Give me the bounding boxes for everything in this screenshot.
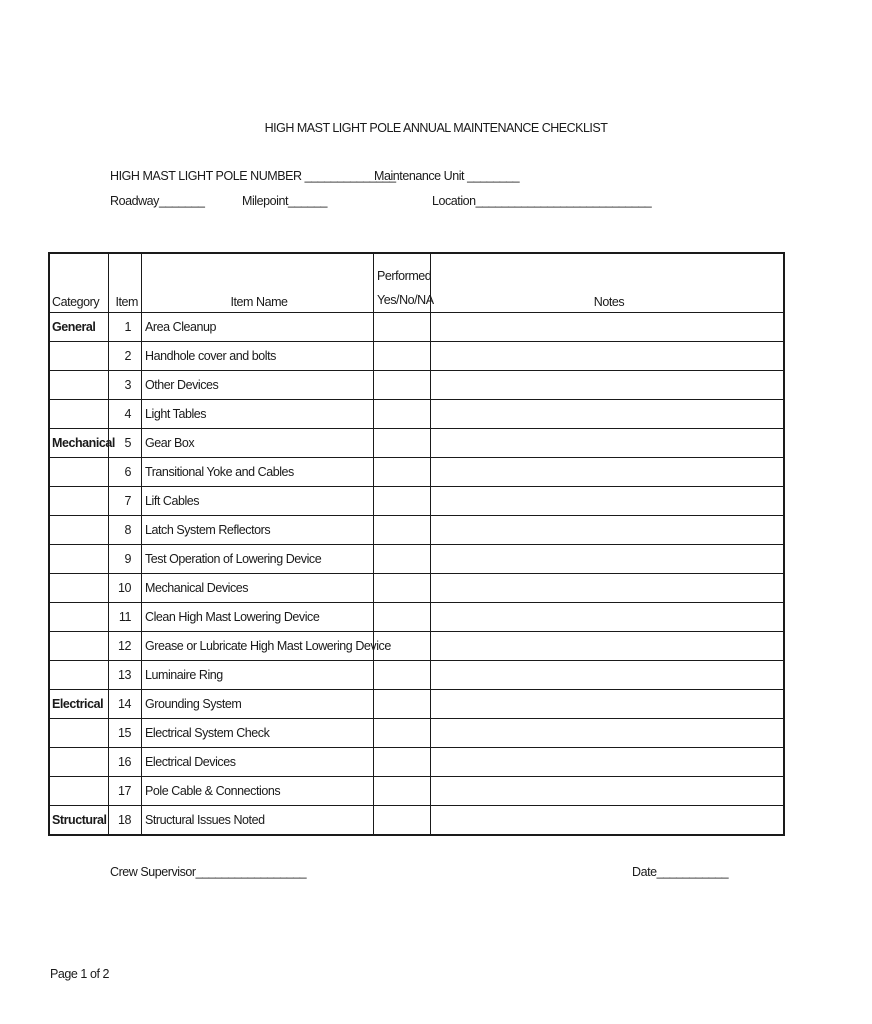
row-item-number: 2 — [109, 342, 142, 371]
row-performed-cell[interactable] — [374, 371, 431, 400]
row-notes-cell[interactable] — [431, 806, 785, 835]
row-item-number: 4 — [109, 400, 142, 429]
row-notes-cell[interactable] — [431, 748, 785, 777]
table-row — [49, 632, 785, 661]
header-performed: Performed Yes/No/NA — [374, 253, 431, 313]
row-item-number: 9 — [109, 545, 142, 574]
row-notes-cell[interactable] — [431, 661, 785, 690]
row-item-name: Latch System Reflectors — [142, 516, 374, 545]
row-performed-cell[interactable] — [374, 458, 431, 487]
row-performed-cell[interactable] — [374, 400, 431, 429]
milepoint-field: Milepoint______ — [242, 194, 327, 208]
row-notes-cell[interactable] — [431, 313, 785, 342]
row-item-number: 3 — [109, 371, 142, 400]
table-row — [49, 313, 785, 342]
row-notes-cell[interactable] — [431, 603, 785, 632]
location-field: Location___________________________ — [432, 194, 652, 208]
maintenance-unit-field: Maintenance Unit ________ — [374, 169, 520, 183]
table-row — [49, 574, 785, 603]
row-item-number: 18 — [109, 806, 142, 835]
row-item-number: 8 — [109, 516, 142, 545]
row-performed-cell[interactable] — [374, 806, 431, 835]
header-category: Category — [49, 253, 109, 313]
table-row — [49, 516, 785, 545]
row-notes-cell[interactable] — [431, 400, 785, 429]
table-row — [49, 458, 785, 487]
row-category — [49, 661, 109, 690]
row-item-name: Mechanical Devices — [142, 574, 374, 603]
row-notes-cell[interactable] — [431, 429, 785, 458]
row-item-number: 13 — [109, 661, 142, 690]
row-item-number: 14 — [109, 690, 142, 719]
row-item-number: 1 — [109, 313, 142, 342]
table-row — [49, 690, 785, 719]
row-item-number: 11 — [109, 603, 142, 632]
row-notes-cell[interactable] — [431, 458, 785, 487]
table-row — [49, 748, 785, 777]
row-category — [49, 719, 109, 748]
table-row — [49, 429, 785, 458]
row-notes-cell[interactable] — [431, 371, 785, 400]
row-category — [49, 371, 109, 400]
roadway-field: Roadway_______ — [110, 194, 205, 208]
row-category: Mechanical — [49, 429, 109, 458]
row-category — [49, 342, 109, 371]
row-category — [49, 400, 109, 429]
row-performed-cell[interactable] — [374, 545, 431, 574]
row-notes-cell[interactable] — [431, 719, 785, 748]
table-row — [49, 342, 785, 371]
row-item-name: Grounding System — [142, 690, 374, 719]
table-header-row — [49, 253, 785, 313]
row-item-name: Electrical System Check — [142, 719, 374, 748]
pole-number-field: HIGH MAST LIGHT POLE NUMBER ______________ — [110, 169, 396, 183]
row-item-name: Luminaire Ring — [142, 661, 374, 690]
row-item-name: Transitional Yoke and Cables — [142, 458, 374, 487]
row-item-name: Lift Cables — [142, 487, 374, 516]
row-item-number: 5 — [109, 429, 142, 458]
row-item-number: 16 — [109, 748, 142, 777]
row-performed-cell[interactable] — [374, 748, 431, 777]
row-item-name: Light Tables — [142, 400, 374, 429]
row-item-number: 10 — [109, 574, 142, 603]
header-notes: Notes — [431, 253, 785, 313]
row-category — [49, 748, 109, 777]
table-row — [49, 487, 785, 516]
row-item-number: 7 — [109, 487, 142, 516]
table-row — [49, 545, 785, 574]
table-row — [49, 371, 785, 400]
row-performed-cell[interactable] — [374, 487, 431, 516]
row-item-name: Other Devices — [142, 371, 374, 400]
row-notes-cell[interactable] — [431, 342, 785, 371]
row-notes-cell[interactable] — [431, 632, 785, 661]
row-item-number: 6 — [109, 458, 142, 487]
row-performed-cell[interactable] — [374, 574, 431, 603]
table-row — [49, 719, 785, 748]
row-performed-cell[interactable] — [374, 429, 431, 458]
row-performed-cell[interactable] — [374, 777, 431, 806]
row-item-name: Structural Issues Noted — [142, 806, 374, 835]
crew-supervisor-field: Crew Supervisor_________________ — [110, 865, 307, 879]
row-item-number: 15 — [109, 719, 142, 748]
row-item-name: Electrical Devices — [142, 748, 374, 777]
row-performed-cell[interactable] — [374, 603, 431, 632]
row-category: General — [49, 313, 109, 342]
row-performed-cell[interactable] — [374, 342, 431, 371]
row-performed-cell[interactable] — [374, 690, 431, 719]
row-item-name: Clean High Mast Lowering Device — [142, 603, 374, 632]
row-performed-cell[interactable] — [374, 516, 431, 545]
header-item: Item — [109, 253, 142, 313]
page-number: Page 1 of 2 — [50, 967, 109, 981]
table-row — [49, 661, 785, 690]
row-notes-cell[interactable] — [431, 777, 785, 806]
page-title: HIGH MAST LIGHT POLE ANNUAL MAINTENANCE CHECKLIST — [264, 121, 608, 135]
row-category — [49, 516, 109, 545]
row-performed-cell[interactable] — [374, 313, 431, 342]
row-item-name: Grease or Lubricate High Mast Lowering Device — [142, 632, 374, 661]
row-category — [49, 487, 109, 516]
row-item-name: Area Cleanup — [142, 313, 374, 342]
row-item-name: Test Operation of Lowering Device — [142, 545, 374, 574]
row-performed-cell[interactable] — [374, 661, 431, 690]
checklist-table — [48, 252, 785, 835]
row-notes-cell[interactable] — [431, 690, 785, 719]
row-category — [49, 458, 109, 487]
row-item-name: Handhole cover and bolts — [142, 342, 374, 371]
row-category — [49, 777, 109, 806]
row-item-name: Pole Cable & Connections — [142, 777, 374, 806]
row-item-number: 12 — [109, 632, 142, 661]
row-notes-cell[interactable] — [431, 516, 785, 545]
table-row — [49, 603, 785, 632]
table-row — [49, 806, 785, 835]
row-notes-cell[interactable] — [431, 545, 785, 574]
header-item-name: Item Name — [142, 253, 374, 313]
row-notes-cell[interactable] — [431, 487, 785, 516]
row-item-number: 17 — [109, 777, 142, 806]
table-row — [49, 400, 785, 429]
row-category — [49, 574, 109, 603]
row-category — [49, 632, 109, 661]
row-performed-cell[interactable] — [374, 719, 431, 748]
row-category: Electrical — [49, 690, 109, 719]
row-category: Structural — [49, 806, 109, 835]
date-field: Date___________ — [632, 865, 729, 879]
row-item-name: Gear Box — [142, 429, 374, 458]
row-notes-cell[interactable] — [431, 574, 785, 603]
row-category — [49, 603, 109, 632]
table-row — [49, 777, 785, 806]
row-category — [49, 545, 109, 574]
